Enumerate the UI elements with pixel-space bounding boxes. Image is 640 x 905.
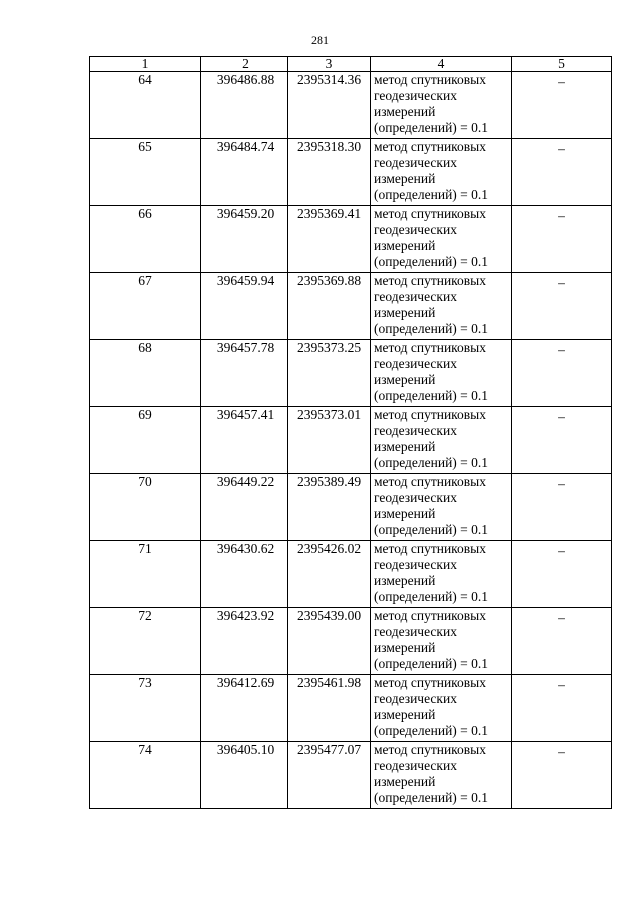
point-number-cell-text: 64 (138, 72, 152, 87)
coordinates-table (89, 56, 612, 809)
point-number-cell (90, 742, 201, 809)
y-coordinate-cell (288, 675, 371, 742)
y-coordinate-cell-text: 2395389.49 (296, 474, 362, 489)
point-number-cell (90, 340, 201, 407)
point-number-cell-text: 66 (138, 206, 152, 221)
y-coordinate-cell-text: 2395318.30 (296, 139, 362, 154)
point-number-cell (90, 139, 201, 206)
x-coordinate-cell-text: 396459.94 (216, 273, 275, 288)
point-number-cell (90, 541, 201, 608)
note-cell (512, 474, 612, 541)
note-cell (512, 340, 612, 407)
point-number-cell (90, 72, 201, 139)
note-cell (512, 273, 612, 340)
x-coordinate-cell (201, 608, 288, 675)
x-coordinate-cell-text: 396484.74 (216, 139, 275, 154)
method-cell-text: метод спутниковых геодезических измерений (определений) = 0.1 (374, 273, 489, 336)
x-coordinate-cell-text: 396486.88 (216, 72, 275, 87)
method-cell-text: метод спутниковых геодезических измерений (определений) = 0.1 (374, 742, 489, 805)
note-cell-text: – (558, 677, 565, 692)
note-cell-text: – (558, 476, 565, 491)
method-cell (371, 541, 512, 608)
y-coordinate-cell-text: 2395461.98 (296, 675, 362, 690)
method-cell-text: метод спутниковых геодезических измерений (определений) = 0.1 (374, 407, 489, 470)
method-cell-text: метод спутниковых геодезических измерений (определений) = 0.1 (374, 474, 489, 537)
y-coordinate-cell-text: 2395439.00 (296, 608, 362, 623)
point-number-cell (90, 474, 201, 541)
note-cell-text: – (558, 610, 565, 625)
table-row (90, 675, 612, 742)
table-row (90, 742, 612, 809)
x-coordinate-cell-text: 396405.10 (216, 742, 275, 757)
y-coordinate-cell (288, 206, 371, 273)
method-cell (371, 206, 512, 273)
point-number-cell-text: 73 (138, 675, 152, 690)
method-cell (371, 72, 512, 139)
note-cell (512, 407, 612, 474)
method-cell (371, 340, 512, 407)
y-coordinate-cell-text: 2395477.07 (296, 742, 362, 757)
x-coordinate-cell (201, 340, 288, 407)
x-coordinate-cell (201, 675, 288, 742)
note-cell (512, 608, 612, 675)
method-cell-text: метод спутниковых геодезических измерений (определений) = 0.1 (374, 206, 489, 269)
point-number-cell-text: 71 (138, 541, 152, 556)
x-coordinate-cell-text: 396423.92 (216, 608, 275, 623)
method-cell (371, 675, 512, 742)
table-row (90, 608, 612, 675)
y-coordinate-cell (288, 139, 371, 206)
x-coordinate-cell-text: 396457.41 (216, 407, 275, 422)
column-header-1: 1 (90, 57, 201, 72)
method-cell-text: метод спутниковых геодезических измерений (определений) = 0.1 (374, 72, 489, 135)
point-number-cell-text: 68 (138, 340, 152, 355)
method-cell-text: метод спутниковых геодезических измерений (определений) = 0.1 (374, 675, 489, 738)
x-coordinate-cell (201, 273, 288, 340)
x-coordinate-cell-text: 396459.20 (216, 206, 275, 221)
y-coordinate-cell (288, 273, 371, 340)
column-header-4: 4 (371, 57, 512, 72)
point-number-cell-text: 72 (138, 608, 152, 623)
note-cell (512, 139, 612, 206)
point-number-cell-text: 69 (138, 407, 152, 422)
method-cell (371, 742, 512, 809)
note-cell-text: – (558, 342, 565, 357)
x-coordinate-cell (201, 541, 288, 608)
method-cell-text: метод спутниковых геодезических измерений (определений) = 0.1 (374, 139, 489, 202)
note-cell-text: – (558, 141, 565, 156)
method-cell (371, 474, 512, 541)
point-number-cell-text: 65 (138, 139, 152, 154)
x-coordinate-cell-text: 396457.78 (216, 340, 275, 355)
method-cell (371, 273, 512, 340)
column-header-2: 2 (201, 57, 288, 72)
page-number: 281 (311, 33, 329, 47)
x-coordinate-cell (201, 474, 288, 541)
x-coordinate-cell (201, 206, 288, 273)
y-coordinate-cell-text: 2395369.88 (296, 273, 362, 288)
note-cell (512, 72, 612, 139)
point-number-cell-text: 74 (138, 742, 152, 757)
method-cell-text: метод спутниковых геодезических измерений (определений) = 0.1 (374, 608, 489, 671)
y-coordinate-cell (288, 608, 371, 675)
y-coordinate-cell-text: 2395314.36 (296, 72, 362, 87)
point-number-cell-text: 67 (138, 273, 152, 288)
table-row (90, 206, 612, 273)
table-row (90, 407, 612, 474)
point-number-cell (90, 675, 201, 742)
table-body (90, 57, 612, 809)
point-number-cell (90, 273, 201, 340)
y-coordinate-cell-text: 2395426.02 (296, 541, 362, 556)
table-row (90, 340, 612, 407)
note-cell-text: – (558, 275, 565, 290)
note-cell (512, 742, 612, 809)
method-cell-text: метод спутниковых геодезических измерений (определений) = 0.1 (374, 340, 489, 403)
y-coordinate-cell (288, 340, 371, 407)
point-number-cell (90, 206, 201, 273)
note-cell-text: – (558, 744, 565, 759)
x-coordinate-cell-text: 396430.62 (216, 541, 275, 556)
point-number-cell (90, 407, 201, 474)
note-cell-text: – (558, 208, 565, 223)
table-header-row (90, 57, 612, 72)
y-coordinate-cell (288, 72, 371, 139)
y-coordinate-cell-text: 2395373.01 (296, 407, 362, 422)
column-header-3: 3 (288, 57, 371, 72)
method-cell-text: метод спутниковых геодезических измерений (определений) = 0.1 (374, 541, 489, 604)
table-row (90, 474, 612, 541)
y-coordinate-cell-text: 2395369.41 (296, 206, 362, 221)
x-coordinate-cell (201, 407, 288, 474)
x-coordinate-cell (201, 742, 288, 809)
table-row (90, 139, 612, 206)
point-number-cell-text: 70 (138, 474, 152, 489)
x-coordinate-cell-text: 396412.69 (216, 675, 275, 690)
y-coordinate-cell (288, 474, 371, 541)
note-cell-text: – (558, 74, 565, 89)
note-cell (512, 541, 612, 608)
note-cell (512, 675, 612, 742)
method-cell (371, 608, 512, 675)
note-cell-text: – (558, 543, 565, 558)
note-cell-text: – (558, 409, 565, 424)
point-number-cell (90, 608, 201, 675)
x-coordinate-cell (201, 72, 288, 139)
method-cell (371, 407, 512, 474)
y-coordinate-cell (288, 742, 371, 809)
note-cell (512, 206, 612, 273)
method-cell (371, 139, 512, 206)
x-coordinate-cell (201, 139, 288, 206)
y-coordinate-cell-text: 2395373.25 (296, 340, 362, 355)
table-row (90, 541, 612, 608)
column-header-5: 5 (512, 57, 612, 72)
y-coordinate-cell (288, 407, 371, 474)
x-coordinate-cell-text: 396449.22 (216, 474, 275, 489)
table-row (90, 273, 612, 340)
table-row (90, 72, 612, 139)
y-coordinate-cell (288, 541, 371, 608)
